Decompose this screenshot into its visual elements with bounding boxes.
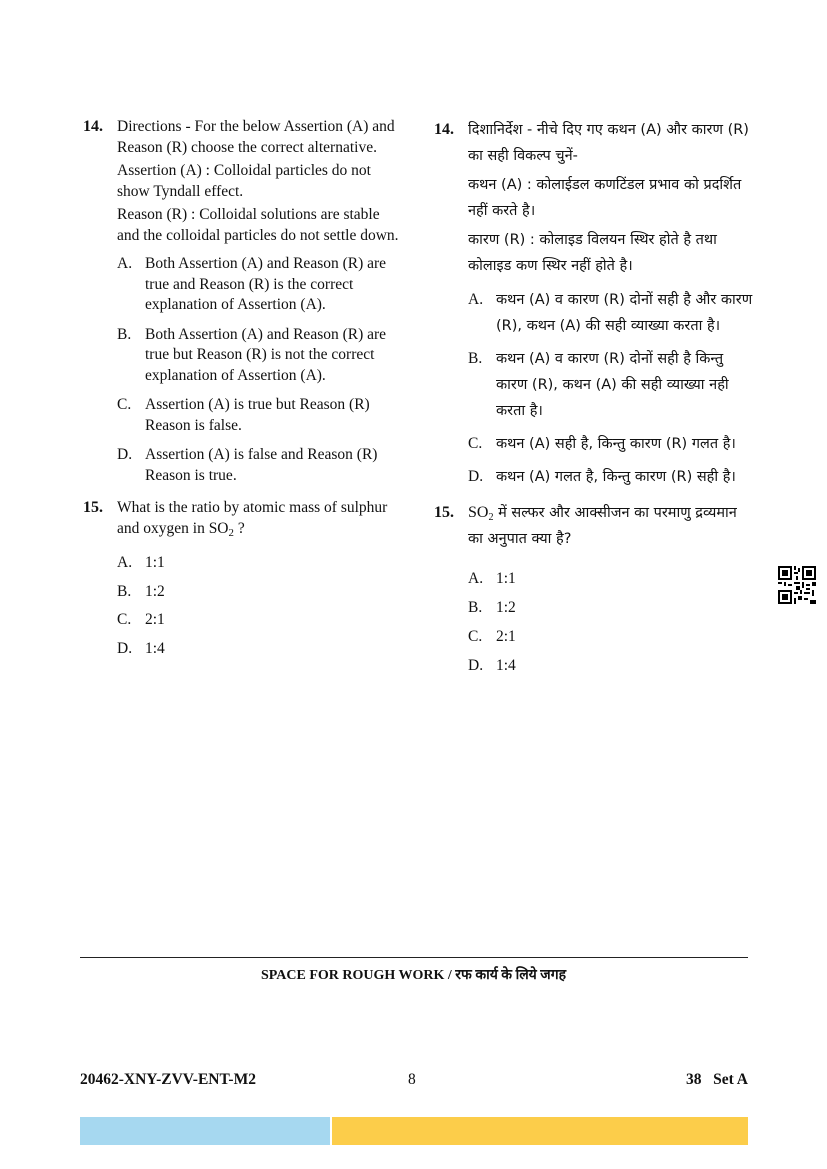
option-label: C. <box>468 435 483 452</box>
option-a <box>117 254 401 316</box>
option-label: A. <box>468 570 484 587</box>
option-text: Assertion (A) is true but Reason (R) Reason is false. <box>145 396 370 434</box>
option-a <box>117 553 401 574</box>
option-label: A. <box>117 554 133 571</box>
question-number: 14. <box>83 118 103 135</box>
option-b <box>117 582 401 603</box>
option-label: B. <box>117 582 132 600</box>
option-d <box>117 639 401 660</box>
option-b <box>468 346 754 424</box>
option-a <box>468 287 754 339</box>
assertion-text: Assertion (A) : Colloidal particles do not show Tyndall effect. <box>117 162 371 200</box>
footer-bar-yellow <box>332 1117 748 1145</box>
question-number: 14. <box>434 121 454 138</box>
option-a <box>468 566 754 592</box>
option-b <box>468 595 754 621</box>
option-d <box>468 464 754 490</box>
set-label: 38 Set A <box>686 1071 748 1088</box>
option-text: 1:1 <box>145 554 165 571</box>
option-label: C. <box>117 396 132 413</box>
option-c <box>117 610 401 631</box>
option-label: C. <box>117 611 132 628</box>
options-list <box>117 553 401 659</box>
rough-work-label: SPACE FOR ROUGH WORK / रफ कार्य के लिये जगह <box>260 968 567 983</box>
question-15-en <box>83 498 401 659</box>
options-list <box>468 287 754 490</box>
reason-text: Reason (R) : Colloidal solutions are stable and the colloidal particles do not settle down. <box>117 206 399 244</box>
option-label: B. <box>468 599 483 616</box>
options-list <box>468 566 754 679</box>
paper-code: 20462-XNY-ZVV-ENT-M2 <box>80 1071 256 1088</box>
option-c <box>117 395 401 436</box>
question-directions: दिशानिर्देश - नीचे दिए गए कथन (A) और कारण (R) का सही विकल्प चुनें- <box>468 122 749 164</box>
assertion-text: कथन (A) : कोलाईडल कणटिंडल प्रभाव को प्रदर्शित नहीं करते है। <box>468 177 742 219</box>
option-text: 1:1 <box>496 570 516 587</box>
option-text: 1:2 <box>496 599 516 616</box>
option-c <box>468 624 754 650</box>
option-b <box>117 325 401 387</box>
option-d <box>468 653 754 679</box>
page-number: 8 <box>408 1071 416 1088</box>
question-number: 15. <box>434 504 454 521</box>
option-label: A. <box>117 255 133 272</box>
option-text: कथन (A) गलत है, किन्तु कारण (R) सही है। <box>496 469 736 485</box>
options-list <box>117 254 401 486</box>
question-text: What is the ratio by atomic mass of sulphur and oxygen in $SO_2$ ? <box>117 499 388 539</box>
qr-code-icon <box>778 566 816 604</box>
option-text: कथन (A) व कारण (R) दोनों सही है और कारण (R), कथन (A) की सही व्याख्या करता है। <box>496 292 753 334</box>
option-text: Both Assertion (A) and Reason (R) are true and Reason (R) is the correct explanation of Assertion (A). <box>145 255 387 313</box>
option-text: Assertion (A) is false and Reason (R) Reason is true. <box>145 446 378 484</box>
question-14-hi <box>434 117 754 490</box>
reason-text: कारण (R) : कोलाइड विलयन स्थिर होते है तथा कोलाइड कण स्थिर नहीं होते है। <box>468 232 717 274</box>
option-text: Both Assertion (A) and Reason (R) are true but Reason (R) is not the correct explanation of Assertion (A). <box>145 325 387 384</box>
option-text: 1:4 <box>145 639 165 657</box>
option-label: C. <box>468 628 483 645</box>
option-text: कथन (A) सही है, किन्तु कारण (R) गलत है। <box>496 436 736 452</box>
divider <box>80 957 748 958</box>
option-label: D. <box>117 446 133 463</box>
footer-bar-blue <box>80 1117 330 1145</box>
question-directions: Directions - For the below Assertion (A) and Reason (R) choose the correct alternative. <box>117 118 395 156</box>
question-number: 15. <box>83 499 103 516</box>
option-text: 1:4 <box>496 657 516 674</box>
option-text: 2:1 <box>496 628 516 645</box>
option-label: D. <box>468 468 484 485</box>
option-c <box>468 431 754 457</box>
option-text: 1:2 <box>145 582 165 600</box>
question-text: $SO_2$ में सल्फर और आक्सीजन का परमाणु द्रव्यमान का अनुपात क्या है? <box>468 504 737 547</box>
question-14-en <box>83 117 401 486</box>
question-15-hi <box>434 500 754 679</box>
option-label: B. <box>117 325 132 343</box>
option-d <box>117 445 401 486</box>
option-text: कथन (A) व कारण (R) दोनों सही है किन्तु कारण (R), कथन (A) की सही व्याख्या नही करता है। <box>496 351 729 419</box>
english-column <box>83 117 401 667</box>
option-label: B. <box>468 350 483 367</box>
option-label: A. <box>468 291 484 308</box>
option-label: D. <box>117 639 133 657</box>
option-text: 2:1 <box>145 611 165 628</box>
hindi-column <box>434 117 754 682</box>
option-label: D. <box>468 657 484 674</box>
